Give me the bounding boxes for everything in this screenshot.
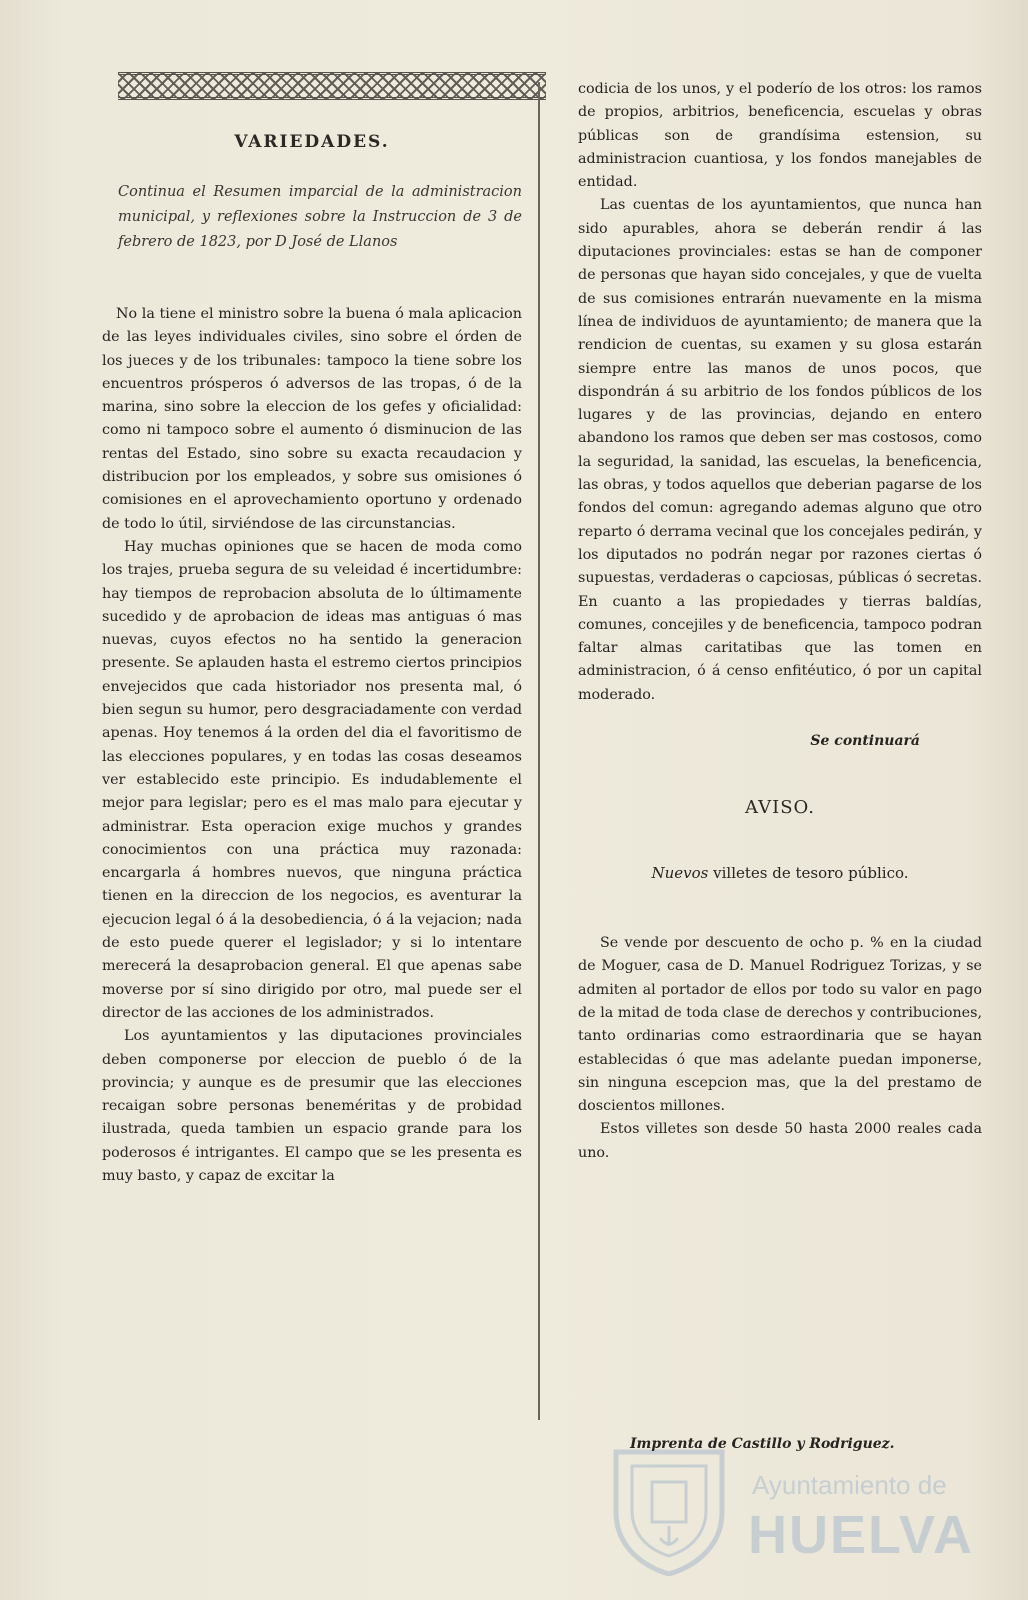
watermark <box>600 1438 1000 1578</box>
coat-of-arms-icon <box>608 1442 730 1576</box>
notice-subtitle-text: villetes de tesoro público. <box>713 864 909 883</box>
left-column <box>102 132 522 1188</box>
notice-paragraph: Se vende por descuento de ocho p. % en la ciudad de Moguer, casa de D. Manuel Rodriguez Torizas, y se admiten al portador de ellos por todo su valor en pago de la mitad de toda clase de derechos y contribuciones, tanto ordinarias como estraordinaria que se hayan establecidas ó que mas adelante puedan imponerse, sin ninguna escepcion mas, que la del prestamo de doscientos millones. <box>578 935 982 1115</box>
watermark-line2: HUELVA <box>748 1505 974 1565</box>
notice-subtitle <box>578 864 982 882</box>
article-summary: Continua el Resumen imparcial de la administracion municipal, y reflexiones sobre la Instruccion de 3 de febrero de 1823, por D José de Llanos <box>118 184 522 250</box>
paragraph: Hay muchas opiniones que se hacen de moda como los trajes, prueba segura de su veleidad é incertidumbre: hay tiempos de reprobacion absoluta de lo últimamente sucedido y de aprobacion de ideas mas antiguas ó mas nuevas, cuyos efectos no ha sentido la generacion presente. Se aplauden hasta el estremo ciertos principios envejecidos que cada historiador nos presenta mal, ó bien segun su humor, pero desgraciadamente con verdad apenas. Hoy tenemos á la orden del dia el favoritismo de las elecciones populares, y en todas las cosas deseamos ver establecido este principio. Es indudablemente el mejor para legislar; pero es el mas malo para ejecutar y administrar. Esta operacion exige muchos y grandes conocimientos con una práctica muy razonada: encargarla á hombres nuevos, que ninguna práctica tienen en la direccion de los negocios, es aventurar la ejecucion legal ó á la desobediencia, ó á la vejacion; nada de esto puede querer el legislador; y si lo intentare merecerá la desaprobacion general. El que apenas sabe moverse por sí sino dirigido por otro, mal puede ser el director de las acciones de los administrados. <box>102 538 522 1021</box>
paragraph: Las cuentas de los ayuntamientos, que nunca han sido apurables, ahora se deberán rendir á las diputaciones provinciales: estas se han de componer de personas que hayan sido concejales, y que de vuelta de sus comisiones entrarán nuevamente en la misma línea de individuos de ayuntamiento; de manera que la rendicion de cuentas, su examen y su glosa estarán siempre entre las manos de unos pocos, que dispondrán á su arbitrio de los fondos públicos de los lugares y de las provincias, dejando en entero abandono los ramos que deben ser mas costosos, como la seguridad, la sanidad, las escuelas, la beneficencia, las obras, y todos aquellos que deberian pagarse de los fondos del comun: agregando ademas alguno que otro reparto ó derrama vecinal que los concejales pedirán, y los diputados no podrán negar por razones ciertas ó supuestas, verdaderas o capciosas, públicas ó secretas. En cuanto a las propiedades y tierras baldías, comunes, concejiles y de beneficencia, tampoco podran faltar almas caritatibas que las tomen en administracion, ó á censo enfitéutico, ó por un capital moderado. <box>578 197 982 703</box>
paragraph: Los ayuntamientos y las diputaciones provinciales deben componerse por eleccion de pueblo ó de la provincia; y aunque es de presumir que las elecciones recaigan sobre personas beneméritas y de probidad ilustrada, queda tambien un espacio grande para los poderosos é intrigantes. El campo que se les presenta es muy basto, y capaz de excitar la <box>102 1028 522 1184</box>
paragraph: No la tiene el ministro sobre la buena ó mala aplicacion de las leyes individuales civiles, sino sobre el órden de los jueces y de los tribunales: tampoco la tiene sobre los encuentros prósperos ó adversos de las tropas, ó de la marina, sino sobre la eleccion de los gefes y oficialidad: como ni tampoco sobre el aumento ó disminucion de las rentas del Estado, sino sobre su exacta recaudacion y distribucion por los empleados, y sobre sus omisiones ó comisiones en el aprovechamiento oportuno y ordenado de todo lo útil, sirviéndose de las circunstancias. <box>102 306 522 532</box>
printer-imprint: Imprenta de Castillo y Rodriguez. <box>630 1436 895 1452</box>
notice-paragraph: Estos villetes son desde 50 hasta 2000 reales cada uno. <box>578 1121 982 1161</box>
watermark-line1: Ayuntamiento de <box>752 1470 947 1500</box>
continued-note: Se continuará <box>810 733 920 750</box>
section-title: VARIEDADES. <box>234 132 390 152</box>
notice-title: AVISO. <box>745 797 815 819</box>
column-divider <box>538 82 540 1420</box>
decorative-border <box>118 72 546 100</box>
notice-subtitle-italic: Nuevos <box>651 864 709 883</box>
right-column <box>578 78 982 1165</box>
paragraph: codicia de los unos, y el poderío de los otros: los ramos de propios, arbitrios, beneficencia, escuelas y obras públicas son de grandísima estension, su administracion cuantiosa, y los fondos manejables de entidad. <box>578 81 982 191</box>
